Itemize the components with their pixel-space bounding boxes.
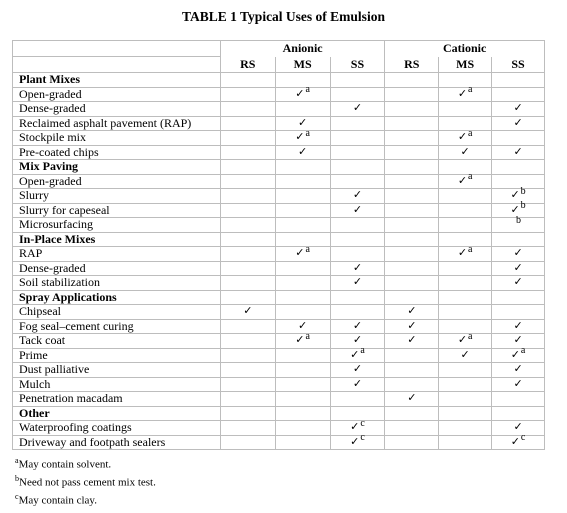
row-label: Fog seal–cement curing [13,319,221,334]
empty-cell [275,348,330,363]
section-row [13,73,545,88]
empty-cell [220,348,275,363]
check-cell [330,377,385,392]
empty-cell [439,203,492,218]
section-heading: In-Place Mixes [13,232,221,247]
empty-cell [385,377,439,392]
table-row [13,218,545,233]
check-cell [385,392,439,407]
checkmark-icon: ✓ [352,363,363,376]
check-cell [492,319,545,334]
checkmark-icon: ✓ [407,319,417,332]
footnote-mark: a [468,243,473,255]
empty-cell [385,348,439,363]
footnote-mark: a [468,330,473,342]
footnote-mark: c [360,432,365,444]
empty-cell [275,232,330,247]
row-label: Chipseal [13,305,221,320]
checkmark-icon: ✓ [352,377,363,390]
empty-cell [220,160,275,175]
row-label: Dense-graded [13,261,221,276]
empty-cell [330,160,385,175]
checkmark-icon: ✓ [457,87,468,100]
checkmark-icon: ✓ [352,319,363,332]
empty-cell [220,247,275,262]
footnote-mark: a [305,127,310,139]
table-row [13,116,545,131]
empty-cell [385,189,439,204]
empty-cell [220,363,275,378]
column-header: RS [220,57,275,73]
empty-cell [330,145,385,160]
empty-cell [439,232,492,247]
check-cell [492,185,545,204]
footnote-text: May contain solvent. [18,458,112,471]
check-cell [492,247,545,262]
check-cell [330,203,385,218]
check-cell [275,145,330,160]
empty-cell [220,334,275,349]
empty-cell [330,406,385,421]
empty-cell [275,363,330,378]
empty-cell [439,73,492,88]
row-label: Slurry for capeseal [13,203,221,218]
empty-cell [275,218,330,233]
checkmark-icon: ✓ [510,435,520,448]
table-row [13,377,545,392]
empty-cell [275,421,330,436]
check-cell [492,145,545,160]
footnote-mark: c [520,432,526,444]
empty-cell [385,218,439,233]
checkmark-icon: ✓ [352,276,363,289]
section-heading: Plant Mixes [13,73,221,88]
footnote-text: Need not pass cement mix test. [19,476,156,489]
checkmark-icon: ✓ [513,116,523,129]
column-header: SS [330,57,385,73]
check-cell [275,330,330,349]
empty-cell [439,189,492,204]
empty-cell [439,160,492,175]
check-cell [492,421,545,436]
empty-cell [220,218,275,233]
row-label: Reclaimed asphalt pavement (RAP) [13,116,221,131]
row-label: Soil stabilization [13,276,221,291]
check-cell [330,102,385,117]
row-label: RAP [13,247,221,262]
footnote-mark: b [15,474,19,484]
check-cell [275,243,330,262]
empty-cell [220,174,275,189]
footnote-text: May contain clay. [18,494,97,507]
empty-cell [385,203,439,218]
row-label: Mulch [13,377,221,392]
checkmark-icon: ✓ [457,247,468,260]
checkmark-icon: ✓ [460,348,470,361]
check-cell [385,305,439,320]
check-cell [439,84,492,102]
checkmark-icon: ✓ [352,189,363,202]
empty-cell [385,73,439,88]
empty-cell [385,87,439,102]
check-cell [330,432,385,450]
check-cell [439,145,492,160]
checkmark-icon: ✓ [352,334,363,347]
cationic-group-header: Cationic [385,41,545,57]
empty-cell [275,102,330,117]
empty-cell [220,421,275,436]
check-cell [275,319,330,334]
empty-cell [385,174,439,189]
empty-cell [220,102,275,117]
empty-cell [492,87,545,102]
check-cell [492,377,545,392]
checkmark-icon: ✓ [407,334,417,347]
empty-cell [330,87,385,102]
empty-cell [385,102,439,117]
empty-cell [220,435,275,450]
checkmark-icon: ✓ [510,348,520,361]
footnote-mark: c [15,492,19,502]
empty-cell [330,116,385,131]
row-label: Driveway and footpath sealers [13,435,221,450]
empty-cell [330,247,385,262]
row-label: Open-graded [13,174,221,189]
checkmark-icon: ✓ [510,189,520,202]
empty-cell [275,276,330,291]
empty-cell [439,363,492,378]
checkmark-icon: ✓ [295,334,305,347]
check-cell [492,276,545,291]
section-heading: Spray Applications [13,290,221,305]
column-header: MS [439,57,492,73]
footnote-mark: a [15,456,19,465]
empty-cell [439,392,492,407]
empty-cell [220,87,275,102]
checkmark-icon: ✓ [513,261,523,274]
checkmark-icon: ✓ [460,145,470,158]
row-label: Stockpile mix [13,131,221,146]
checkmark-icon: ✓ [295,131,305,144]
row-label: Slurry [13,189,221,204]
table-row [13,334,545,349]
checkmark-icon: ✓ [457,131,468,144]
section-row [13,406,545,421]
empty-cell [385,290,439,305]
empty-cell [330,131,385,146]
empty-cell [439,305,492,320]
check-cell [492,102,545,117]
table-row [13,174,545,189]
empty-cell [220,145,275,160]
footnote-mark: a [468,127,473,139]
column-header: MS [275,57,330,73]
section-row [13,290,545,305]
check-cell [275,84,330,102]
check-cell [330,319,385,334]
group-header-row [13,41,545,57]
table-row [13,145,545,160]
empty-cell [220,319,275,334]
empty-cell [220,261,275,276]
anionic-group-header: Anionic [220,41,385,57]
empty-cell [220,377,275,392]
check-cell [220,305,275,320]
row-label: Dust palliative [13,363,221,378]
empty-cell [492,131,545,146]
empty-cell [275,305,330,320]
check-cell [439,330,492,349]
check-cell [385,334,439,349]
check-cell [330,261,385,276]
empty-cell [275,189,330,204]
check-cell [492,432,545,450]
check-cell [330,276,385,291]
check-cell [275,116,330,131]
empty-cell [439,406,492,421]
row-label: Open-graded [13,87,221,102]
table-row [13,203,545,218]
empty-cell [492,392,545,407]
checkmark-icon: ✓ [513,145,523,158]
row-label: Waterproofing coatings [13,421,221,436]
empty-cell [439,116,492,131]
row-label: Pre-coated chips [13,145,221,160]
checkmark-icon: ✓ [513,319,523,332]
footnote-mark: b [520,185,526,197]
empty-cell [220,73,275,88]
empty-cell [275,290,330,305]
checkmark-icon: ✓ [243,305,253,318]
section-heading: Other [13,406,221,421]
checkmark-icon: ✓ [352,102,363,115]
section-row [13,160,545,175]
empty-cell [275,392,330,407]
empty-cell [330,73,385,88]
empty-cell [275,435,330,450]
checkmark-icon: ✓ [295,247,305,260]
emulsion-uses-table [12,40,545,450]
empty-cell [275,73,330,88]
checkmark-icon: ✓ [513,102,523,115]
empty-cell [275,406,330,421]
check-cell [275,127,330,146]
empty-cell [385,276,439,291]
footnote-mark: a [305,330,310,342]
row-label: Tack coat [13,334,221,349]
footnote-mark: a [520,345,526,357]
check-cell [492,116,545,131]
check-cell [330,345,385,363]
table-row [13,435,545,450]
check-cell [492,334,545,349]
empty-cell [385,131,439,146]
section-heading: Mix Paving [13,160,221,175]
empty-cell [275,174,330,189]
checkmark-icon: ✓ [352,261,363,274]
checkmark-icon: ✓ [457,174,468,187]
check-cell [439,171,492,189]
table-row [13,261,545,276]
table-row [13,131,545,146]
empty-cell [220,189,275,204]
empty-cell [220,290,275,305]
empty-cell [330,218,385,233]
column-header: SS [492,57,545,73]
empty-cell [439,218,492,233]
empty-cell [220,276,275,291]
checkmark-icon: ✓ [407,392,417,405]
empty-cell [439,377,492,392]
row-label: Microsurfacing [13,218,221,233]
empty-cell [385,247,439,262]
checkmark-icon: ✓ [350,435,360,448]
check-cell [385,319,439,334]
checkmark-icon: ✓ [513,363,523,376]
check-cell [492,261,545,276]
table-row [13,276,545,291]
empty-cell [439,102,492,117]
header-corner-cell [13,41,221,57]
row-label: Dense-graded [13,102,221,117]
empty-cell [330,232,385,247]
empty-cell [385,232,439,247]
footnote-mark: a [468,84,473,96]
table-row [13,348,545,363]
header-corner-cell [13,57,221,73]
footnote-mark: b [520,200,526,212]
empty-cell [439,276,492,291]
empty-cell [330,305,385,320]
empty-cell [220,131,275,146]
empty-cell [385,421,439,436]
empty-cell [220,392,275,407]
footnote [15,490,156,508]
check-cell [330,417,385,436]
row-label: Penetration macadam [13,392,221,407]
table-row [13,319,545,334]
empty-cell [439,261,492,276]
check-cell [439,243,492,262]
empty-cell [330,392,385,407]
empty-cell [439,421,492,436]
checkmark-icon: ✓ [350,348,360,361]
checkmark-icon: ✓ [352,203,363,216]
empty-cell [492,305,545,320]
empty-cell [439,435,492,450]
table-row [13,189,545,204]
checkmark-icon: ✓ [407,305,417,318]
checkmark-icon: ✓ [298,145,308,158]
empty-cell [385,363,439,378]
section-row [13,232,545,247]
footnote-mark: a [305,84,310,96]
empty-cell [220,406,275,421]
checkmark-icon: ✓ [457,334,468,347]
check-cell [330,363,385,378]
empty-cell [275,261,330,276]
table-row [13,102,545,117]
check-cell [492,345,545,363]
empty-cell [492,406,545,421]
footnote [15,472,156,490]
empty-cell [439,319,492,334]
table-row [13,87,545,102]
footnote [15,454,156,472]
checkmark-icon: ✓ [513,276,523,289]
footnote-mark: a [360,345,365,357]
check-cell [492,363,545,378]
empty-cell [330,174,385,189]
empty-cell [220,116,275,131]
check-cell [492,214,545,233]
checkmark-icon: ✓ [350,421,360,434]
check-cell [330,334,385,349]
checkmark-icon: ✓ [513,334,523,347]
table-row [13,305,545,320]
table-row [13,392,545,407]
check-cell [330,189,385,204]
footnote-mark: a [468,171,473,183]
empty-cell [492,160,545,175]
row-label: Prime [13,348,221,363]
checkmark-icon: ✓ [298,319,308,332]
empty-cell [385,435,439,450]
empty-cell [385,406,439,421]
check-cell [439,127,492,146]
footnote-mark: a [305,243,310,255]
footnote-mark: c [360,417,365,429]
column-header: RS [385,57,439,73]
empty-cell [275,377,330,392]
checkmark-icon: ✓ [295,87,305,100]
checkmark-icon: ✓ [510,203,520,216]
empty-cell [492,232,545,247]
column-header-row [13,57,545,73]
empty-cell [439,290,492,305]
footnote-mark: b [516,214,522,226]
table-row [13,363,545,378]
empty-cell [385,145,439,160]
empty-cell [275,203,330,218]
table-title: TABLE 1 Typical Uses of Emulsion [182,9,385,24]
table-row [13,247,545,262]
empty-cell [385,261,439,276]
empty-cell [492,174,545,189]
check-cell [439,348,492,363]
checkmark-icon: ✓ [513,247,523,260]
footnotes [15,454,156,508]
checkmark-icon: ✓ [513,377,523,390]
checkmark-icon: ✓ [298,116,308,129]
empty-cell [385,160,439,175]
empty-cell [492,290,545,305]
empty-cell [220,232,275,247]
empty-cell [330,290,385,305]
checkmark-icon: ✓ [513,421,523,434]
empty-cell [492,73,545,88]
table-row [13,421,545,436]
empty-cell [220,203,275,218]
empty-cell [385,116,439,131]
empty-cell [275,160,330,175]
